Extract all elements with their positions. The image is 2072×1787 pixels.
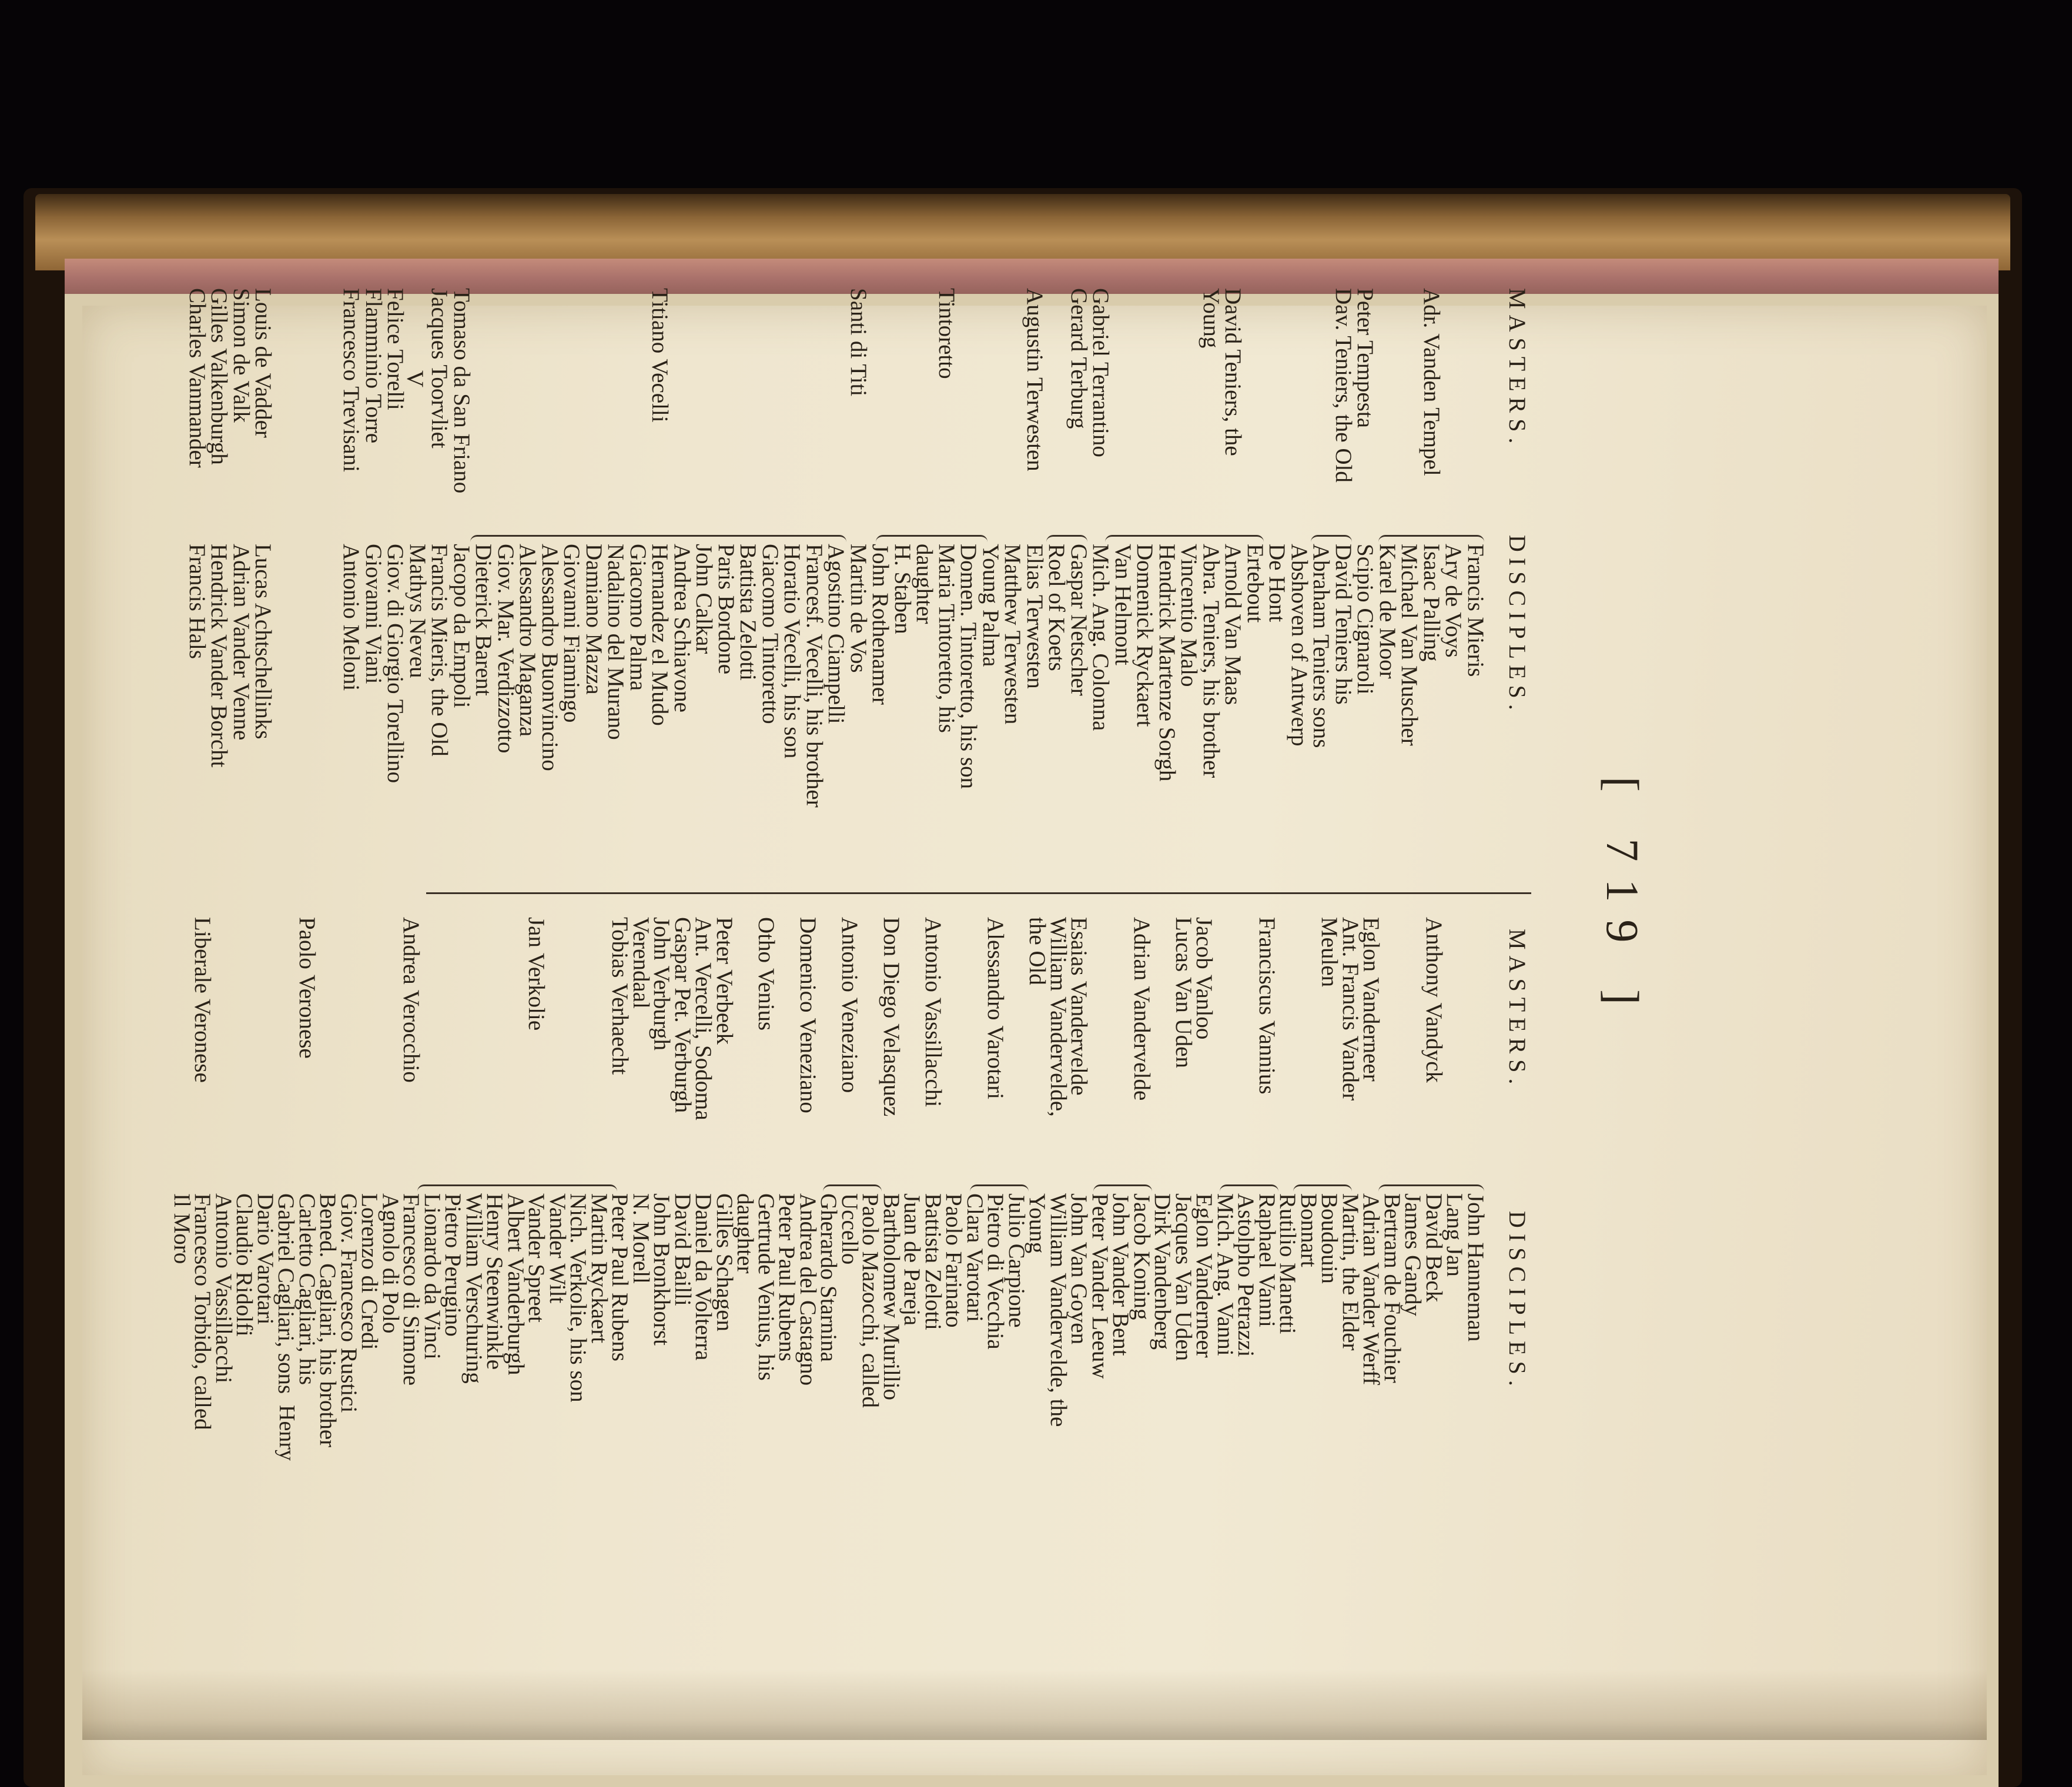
grouping-brace (1220, 1184, 1278, 1192)
right-disciple-name: David Beck (1421, 1193, 1447, 1303)
right-disciple-name: Daniel da Volterra (691, 1193, 717, 1361)
left-disciple-name: Damiano Mazza (581, 544, 607, 695)
left-disciple-name: Abshoven of Antwerp (1287, 544, 1312, 747)
left-disciple-name: David Teniers his (1331, 544, 1356, 705)
left-disciple-name: Giacomo Tintoretto (758, 544, 783, 724)
left-disciple-name: Nadalino del Murano (603, 544, 629, 740)
left-disciple-name: Martin de Vos (846, 544, 871, 673)
left-disciple-name: Ary de Voys (1441, 544, 1467, 658)
grouping-brace (1293, 1184, 1352, 1192)
grouping-brace (470, 535, 846, 543)
left-disciple-name: Matthew Terwesten (1000, 544, 1026, 725)
left-master-name: Francesco Trevisani (339, 288, 364, 473)
left-disciple-name: Hendrick Vander Borcht (206, 544, 232, 768)
right-disciple-name: Boudouin (1317, 1193, 1343, 1284)
right-disciple-name: John Van Goyen (1066, 1193, 1092, 1345)
right-disciple-name: James Gandy (1400, 1193, 1426, 1317)
right-master-name: William Vandervelde, (1046, 917, 1071, 1117)
left-disciple-name: Agostino Ciampelli (824, 544, 849, 724)
left-master-name: Titiano Vecelli (647, 288, 673, 423)
grouping-brace (1378, 535, 1484, 543)
left-disciple-name: Abraham Teniers sons (1308, 544, 1334, 748)
left-disciple-name: John Rothenamer (868, 544, 893, 705)
right-master-name: Meulen (1317, 917, 1343, 988)
right-master-name: Ant. Francis Vander (1338, 917, 1363, 1101)
left-disciple-name: Adrian Vander Venne (229, 544, 254, 741)
left-disciple-name: Dieterick Barent (471, 544, 497, 696)
left-disciple-name: Mich. Ang. Colonna (1088, 544, 1114, 731)
right-disciple-name: Nich. Verkolie, his son (565, 1193, 591, 1403)
left-disciple-name: Roel of Koets (1044, 544, 1070, 671)
left-disciple-name: Gaspar Netscher (1066, 544, 1092, 696)
right-disciple-name: Battista Zelotti (920, 1193, 946, 1330)
right-disciple-name: Francesco di Simone (399, 1193, 424, 1386)
right-disciples-header: DISCIPLES. (1504, 1211, 1531, 1392)
left-disciple-name: Andrea Schiavone (670, 544, 695, 712)
right-master-name: Peter Verbeek (712, 917, 737, 1045)
right-master-name: Alessandro Varotari (983, 917, 1009, 1100)
left-disciple-name: Antonio Meloni (339, 544, 364, 691)
left-master-name: Gerard Terburg (1066, 288, 1092, 429)
left-disciple-name: Hendrick Martenze Sorgh (1154, 544, 1180, 782)
spine-shadow (82, 1669, 1987, 1740)
left-disciple-name: Giov. di Giorgio Torellino (383, 544, 409, 784)
left-master-name: Peter Tempesta (1353, 288, 1378, 429)
right-disciple-name: Lionardo da Vinci (420, 1193, 445, 1360)
left-master-name: Gabriel Terrantino (1088, 288, 1114, 457)
catchword: Henry (275, 1405, 299, 1461)
left-disciple-name: Jacopo da Empoli (449, 544, 474, 708)
right-disciple-name: Bened. Cagliari, his brother (315, 1193, 341, 1448)
left-disciple-name: Karel de Moor (1375, 544, 1400, 679)
grouping-brace (1093, 1184, 1152, 1192)
right-disciple-name: Peter Vander Leeuw (1087, 1193, 1113, 1379)
left-master-name: Felice Torelli (383, 288, 409, 410)
grouping-brace (876, 535, 988, 543)
right-disciple-name: Jacques Van Uden (1171, 1193, 1196, 1361)
right-disciple-name: John Hanneman (1463, 1193, 1488, 1342)
right-master-name: Gaspar Pet. Verburgh (670, 917, 695, 1113)
rotated-page-content (169, 276, 1781, 1522)
left-disciple-name: Young Palma (978, 544, 1003, 667)
left-disciple-name: Hernandez el Mudo (647, 544, 673, 726)
right-disciple-name: Vander Wilt (545, 1193, 570, 1304)
right-disciple-name: Antonio Vassillacchi (211, 1193, 236, 1384)
right-master-name: Ant. Vercelli, Sodoma (691, 917, 717, 1120)
right-master-name: Andrea Verocchio (399, 917, 424, 1083)
right-disciple-name: Peter Paul Rubens (607, 1193, 633, 1361)
left-master-name: Gilles Valkenburgh (206, 288, 232, 465)
right-disciple-name: Francesco Torbido, called (190, 1193, 216, 1430)
right-disciple-name: Uccello (837, 1193, 862, 1265)
left-disciple-name: Alessandro Maganza (515, 544, 541, 737)
left-masters-header: MASTERS. (1504, 288, 1531, 450)
right-master-name: Liberale Veronese (190, 917, 216, 1083)
left-master-name: Jacques Toorvliet (427, 288, 453, 449)
right-disciple-name: Eglon Vanderneer (1191, 1193, 1217, 1358)
left-disciple-name: Giovanni Fiamingo (559, 544, 585, 723)
left-disciple-name: Van Helmont (1110, 544, 1136, 665)
left-master-name: Tomaso da San Friano (449, 288, 474, 494)
right-disciple-name: N. Morell (628, 1193, 654, 1284)
left-master-name: Louis de Vadder (250, 288, 276, 438)
right-disciple-name: Young (1025, 1193, 1050, 1254)
grouping-brace (1311, 535, 1352, 543)
right-disciple-name: John Bronkhorst (649, 1193, 675, 1346)
right-disciple-name: Il Moro (169, 1193, 195, 1264)
right-disciple-name: Dirk Vandenberg (1150, 1193, 1176, 1350)
right-disciple-name: Gabriel Cagliari, sons (273, 1193, 299, 1394)
right-disciple-name: William Vandervelde, the (1046, 1193, 1071, 1427)
right-disciple-name: Pietro Perugino (440, 1193, 466, 1337)
left-disciple-name: Ertebout (1243, 544, 1268, 623)
column-divider (426, 892, 1531, 894)
left-disciple-name: Domen. Tintoretto, his son (956, 544, 982, 789)
section-letter: V (402, 370, 429, 387)
left-master-name: Dav. Teniers, the Old (1331, 288, 1356, 483)
left-disciple-name: Maria Tintoretto, his (934, 544, 959, 733)
right-disciple-name: Lorenzo di Credi (357, 1193, 383, 1350)
right-master-name: Antonio Veneziano (837, 917, 862, 1093)
left-disciple-name: Mathys Neveu (405, 544, 430, 678)
right-disciple-name: Lang Jan (1442, 1193, 1468, 1277)
grouping-brace (1378, 1184, 1484, 1192)
right-disciple-name: Andrea del Castagno (795, 1193, 821, 1386)
right-master-name: Franciscus Vannius (1254, 917, 1280, 1095)
right-disciple-name: Vander Spreet (524, 1193, 550, 1323)
right-disciple-name: Dario Varotari (253, 1193, 278, 1325)
right-disciple-name: Bartholomew Murillio (879, 1193, 904, 1401)
right-disciple-name: Bonnart (1296, 1193, 1321, 1267)
left-master-name: David Teniers, the (1220, 288, 1246, 456)
left-disciple-name: Giacomo Palma (625, 544, 651, 691)
left-disciple-name: daughter (912, 544, 938, 624)
left-disciple-name: Alessandro Buonvincino (537, 544, 563, 771)
grouping-brace (1105, 535, 1264, 543)
left-disciple-name: Francis Mieris, the Old (427, 544, 453, 757)
right-master-name: Paolo Veronese (294, 917, 320, 1059)
right-master-name: the Old (1025, 917, 1050, 985)
grouping-brace (970, 1184, 1029, 1192)
right-master-name: Jan Verkolie (524, 917, 550, 1031)
right-master-name: Otho Venius (754, 917, 779, 1031)
right-disciple-name: Peter Paul Rubens (774, 1193, 800, 1361)
right-master-name: Tobias Verhaecht (607, 917, 633, 1075)
left-disciple-name: John Calkar (691, 544, 717, 654)
left-disciples-header: DISCIPLES. (1504, 535, 1531, 716)
left-master-name: Adr. Vanden Tempel (1419, 288, 1444, 476)
right-disciple-name: Clara Varotari (962, 1193, 988, 1323)
right-disciple-name: Bertram de Fouchier (1380, 1193, 1405, 1383)
left-disciple-name: Scipio Cignaroli (1353, 544, 1378, 695)
grouping-brace (417, 1184, 617, 1192)
right-master-name: Jacob Vanloo (1191, 917, 1217, 1040)
right-disciple-name: Mich. Ang. Vanni (1213, 1193, 1238, 1356)
left-disciple-name: Vincentio Malo (1176, 544, 1202, 687)
left-master-name: Young (1199, 288, 1224, 349)
right-master-name: Esaias Vandervelde (1066, 917, 1092, 1096)
right-disciple-name: Agnolo di Polo (378, 1193, 403, 1334)
left-master-name: Flamminio Torre (361, 288, 386, 444)
right-disciple-name: Julio Carpione (1004, 1193, 1029, 1328)
right-disciple-name: Raphael Vanni (1254, 1193, 1280, 1327)
left-disciple-name: Elias Terwesten (1022, 544, 1047, 689)
left-disciple-name: Francis Mieris (1463, 544, 1488, 677)
right-disciple-name: daughter (732, 1193, 758, 1274)
right-master-name: Antonio Vassillacchi (920, 917, 946, 1107)
left-disciple-name: Isaac Palling (1419, 544, 1444, 662)
right-disciple-name: Giov. Francesco Rustici (336, 1193, 361, 1413)
right-disciple-name: David Bailli (670, 1193, 695, 1306)
left-disciple-name: Lucas Achtschellinks (250, 544, 276, 739)
left-disciple-name: Francis Hals (185, 544, 210, 660)
right-disciple-name: Pietro di Vecchia (983, 1193, 1009, 1350)
grouping-brace (823, 1184, 882, 1192)
grouping-brace (1046, 535, 1087, 543)
page-number: [ 719 ] (1597, 777, 1648, 1022)
right-master-name: Eglon Vanderneer (1358, 917, 1384, 1082)
left-disciple-name: Domenick Ryckaert (1132, 544, 1158, 727)
left-disciple-name: Abra. Teniers, his brother (1199, 544, 1224, 778)
right-disciple-name: John Vander Bent (1108, 1193, 1134, 1356)
right-disciple-name: Gherardo Starnina (816, 1193, 842, 1362)
left-disciple-name: Arnold Van Maas (1220, 544, 1246, 705)
right-masters-header: MASTERS. (1504, 929, 1531, 1090)
left-disciple-name: Francesf. Vecelli, his brother (802, 544, 827, 808)
left-disciple-name: Horatio Vecelli, his son (779, 544, 805, 759)
right-master-name: Domenico Veneziano (795, 917, 821, 1113)
right-disciple-name: Rutilio Manetti (1275, 1193, 1301, 1334)
right-disciple-name: Claudio Ridolfi (232, 1193, 257, 1337)
right-disciple-name: Jacob Koning (1129, 1193, 1154, 1320)
left-master-name: Tintoretto (934, 288, 959, 379)
left-disciple-name: H. Staben (890, 544, 915, 634)
right-master-name: Don Diego Velasquez (879, 917, 904, 1117)
right-disciple-name: William Verschuring (461, 1193, 487, 1384)
left-master-name: Simon de Valk (229, 288, 254, 423)
left-disciple-name: Paris Bordone (714, 544, 739, 675)
right-disciple-name: Paolo Mazocchi, called (858, 1193, 883, 1408)
right-master-name: Anthony Vandyck (1421, 917, 1447, 1083)
right-disciple-name: Astolpho Petrazzi (1233, 1193, 1259, 1357)
left-master-name: Charles Vanmander (185, 288, 210, 468)
left-disciple-name: Giovanni Viani (361, 544, 386, 684)
right-disciple-name: Gilles Schagen (712, 1193, 737, 1332)
right-disciple-name: Martin Ryckaert (587, 1193, 612, 1344)
right-disciple-name: Juan de Pareja (899, 1193, 925, 1326)
right-disciple-name: Gertrude Venius, his (754, 1193, 779, 1381)
left-disciple-name: Battista Zelotti (735, 544, 761, 681)
right-disciple-name: Martin, the Elder (1338, 1193, 1363, 1351)
right-master-name: Verendaal (628, 917, 654, 1009)
right-disciple-name: Carletto Cagliari, his (294, 1193, 320, 1386)
left-disciple-name: Giov. Mar. Verdizzotto (493, 544, 518, 754)
left-disciple-name: De Hont (1264, 544, 1290, 623)
right-disciple-name: Albert Vanderburgh (503, 1193, 528, 1376)
left-disciple-name: Michael Van Muscher (1397, 544, 1422, 746)
right-disciple-name: Paolo Farinato (941, 1193, 967, 1328)
right-master-name: Adrian Vandervelde (1129, 917, 1154, 1101)
right-disciple-name: Adrian Vander Werff (1358, 1193, 1384, 1386)
right-master-name: Lucas Van Uden (1171, 917, 1196, 1069)
left-master-name: Santi di Titi (846, 288, 871, 397)
left-master-name: Augustin Terwesten (1022, 288, 1047, 471)
right-disciple-name: Henry Steenwinkle (482, 1193, 508, 1370)
right-master-name: John Verburgh (649, 917, 675, 1051)
